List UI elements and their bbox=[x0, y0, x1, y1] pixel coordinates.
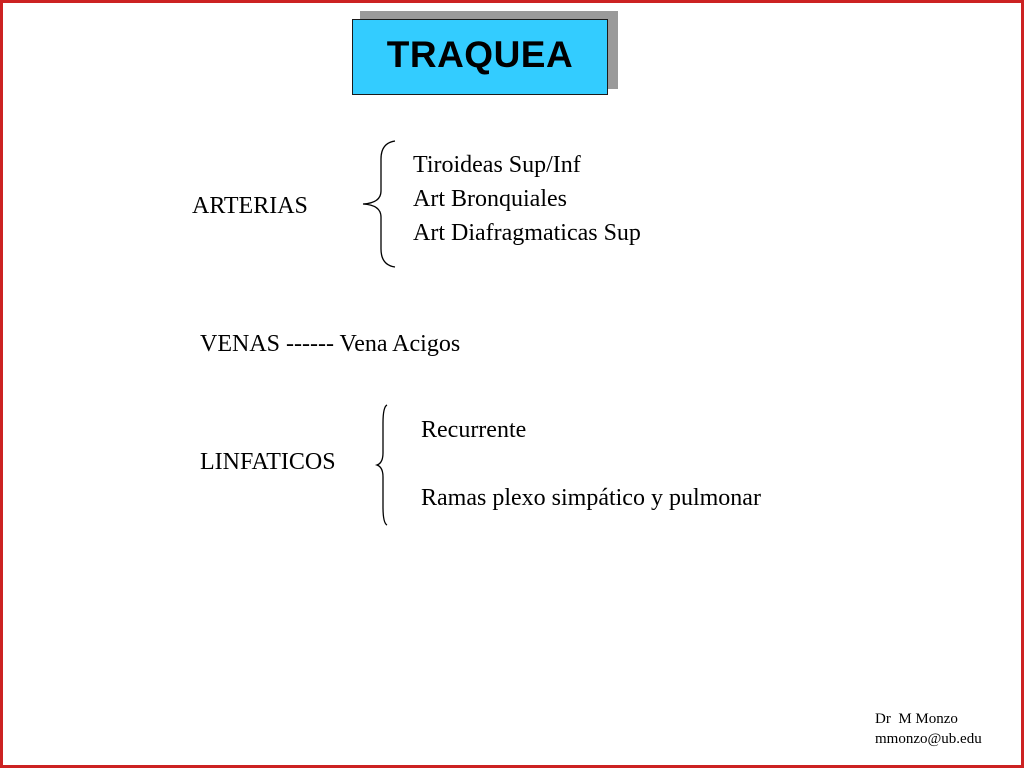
arteria-item-1: Tiroideas Sup/Inf bbox=[413, 152, 581, 178]
title-box bbox=[352, 19, 608, 95]
footer-author: Dr M Monzo bbox=[875, 711, 958, 727]
venas-line: VENAS ------ Vena Acigos bbox=[200, 331, 461, 357]
linfatico-item-2: Ramas plexo simpático y pulmonar bbox=[421, 485, 761, 511]
linfatico-item-1: Recurrente bbox=[421, 417, 527, 443]
arteria-item-3: Art Diafragmaticas Sup bbox=[413, 220, 641, 246]
slide-title: TRAQUEA bbox=[386, 34, 574, 75]
linfaticos-brace-icon bbox=[371, 403, 395, 527]
footer-credit bbox=[875, 709, 982, 749]
arteria-item-2: Art Bronquiales bbox=[413, 186, 567, 212]
arterias-brace-icon bbox=[357, 139, 401, 269]
arterias-label: ARTERIAS bbox=[192, 193, 308, 219]
linfaticos-label: LINFATICOS bbox=[200, 449, 336, 475]
footer-email: mmonzo@ub.edu bbox=[875, 731, 982, 747]
